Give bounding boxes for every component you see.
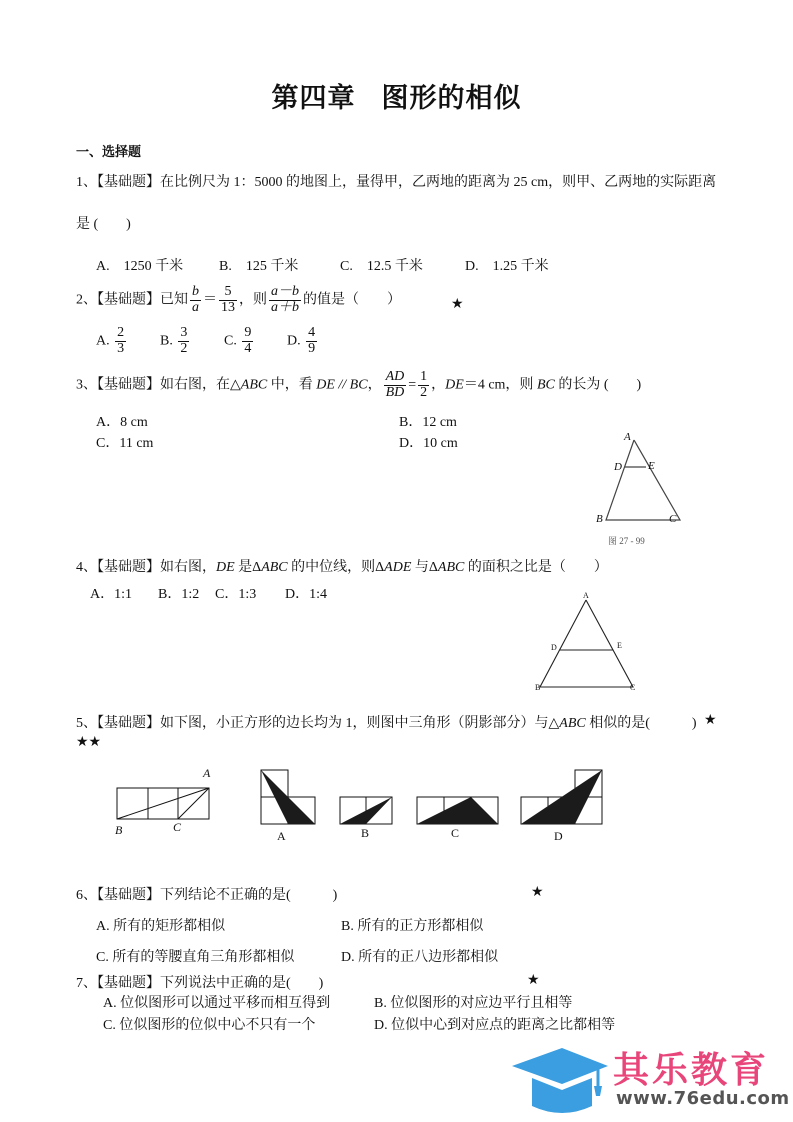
q5-option-b-figure (340, 797, 392, 824)
fraction-ad-over-bd (384, 370, 407, 400)
q5-option-a-figure (261, 770, 315, 824)
q1-option-d[interactable]: D. 1.25 千米 (465, 259, 549, 274)
q4-option-d[interactable]: D．1:4 (285, 587, 327, 602)
equals-sign: ＝ (203, 292, 217, 308)
q2-option-a[interactable] (96, 326, 128, 356)
question-text: 如下图，小正方形的边长均为 1，则图中三角形（阴影部分）与△ (160, 716, 560, 731)
question-1 (76, 171, 716, 191)
difficulty-star: ★ (451, 296, 464, 312)
difficulty-star: ★ (527, 972, 540, 988)
q4-label-c: C (630, 683, 636, 692)
q3-triangle-figure (590, 430, 690, 550)
option-fraction (306, 326, 317, 356)
numerator: 3 (180, 325, 188, 340)
q3-figure-caption: 图 27 - 99 (608, 536, 645, 546)
q5-label-a: A (203, 766, 211, 780)
q3-label-c: C (669, 513, 677, 525)
denominator: 3 (117, 340, 125, 356)
q3-option-c[interactable]: C．11 cm (96, 436, 154, 451)
numerator: 1 (420, 369, 428, 384)
chapter-number: 第四章 (271, 83, 356, 114)
q3-label-d: D (614, 461, 622, 473)
option-fraction (115, 326, 126, 356)
chapter-name: 图形的相似 (381, 83, 522, 114)
q3-option-b[interactable]: B．12 cm (399, 415, 457, 430)
question-text: 的值是（ ） (303, 292, 401, 308)
math-var: BC (536, 377, 555, 393)
watermark-logo (510, 1038, 790, 1118)
q5-main-figure (110, 780, 220, 830)
question-text: 是Δ (234, 560, 262, 575)
math-var: DE (445, 377, 464, 393)
question-tag: 【基础题】 (97, 175, 160, 190)
denominator: 4 (244, 340, 252, 356)
math-var: ABC (261, 560, 288, 575)
q6-option-c[interactable]: C. 所有的等腰直角三角形都相似 (96, 950, 295, 965)
q7-option-d[interactable]: D. 位似中心到对应点的距离之比都相等 (374, 1018, 616, 1033)
difficulty-star-cont: ★★ (76, 734, 102, 750)
q5-option-b[interactable]: B (361, 826, 370, 840)
question-number: 3、 (76, 377, 97, 393)
numerator: 5 (219, 285, 237, 301)
q2-option-c[interactable] (224, 326, 255, 356)
q7-option-a[interactable]: A. 位似图形可以通过平移而相互得到 (103, 996, 331, 1011)
q4-label-e: E (617, 641, 622, 650)
question-text: 的中位线，则Δ (287, 560, 385, 575)
denominator: BD (385, 384, 405, 400)
section-heading: 一、选择题 (76, 145, 142, 160)
question-tag: 【基础题】 (97, 716, 160, 731)
fraction-b-over-a (190, 285, 201, 315)
question-text: 中，看 (267, 377, 317, 393)
question-text: ，则 (239, 292, 267, 308)
numerator: 4 (308, 325, 316, 340)
question-text: 已知 (160, 292, 188, 308)
denominator: a (192, 299, 199, 315)
q6-option-d[interactable]: D. 所有的正八边形都相似 (341, 950, 499, 965)
page-title (0, 76, 793, 115)
math-var: DE (216, 560, 235, 575)
math-var: ABC (240, 377, 268, 393)
question-number: 7、 (76, 976, 97, 991)
q4-option-c[interactable]: C．1:3 (215, 587, 257, 602)
question-text: 与Δ (411, 560, 438, 575)
question-text: ， (431, 377, 446, 393)
q7-option-c[interactable]: C. 位似图形的位似中心不只有一个 (103, 1018, 316, 1033)
question-tag: 【基础题】 (97, 888, 160, 903)
question-text: 的面积之比是（ ） (464, 560, 608, 575)
numerator: AD (385, 369, 405, 384)
option-label: A. (96, 333, 110, 349)
option-fraction (178, 326, 189, 356)
question-4 (76, 556, 608, 576)
question-tag: 【基础题】 (97, 560, 160, 575)
q1-option-b[interactable]: B. 125 千米 (219, 259, 299, 274)
q4-label-a: A (583, 591, 589, 600)
q4-label-d: D (551, 643, 557, 652)
denominator: 2 (420, 384, 428, 400)
fraction-5-over-13 (219, 285, 237, 315)
difficulty-star: ★ (704, 712, 717, 728)
question-text: 如右图，在△ (160, 377, 241, 393)
q5-option-c-figure (417, 797, 498, 824)
question-3 (76, 370, 641, 400)
question-text: 下列结论不正确的是( ) (160, 888, 338, 903)
option-label: D. (287, 333, 301, 349)
equals-sign: = (408, 377, 417, 393)
question-text: ＝4 cm，则 (463, 377, 537, 393)
q5-option-c[interactable]: C (451, 826, 460, 840)
question-5 (76, 712, 697, 732)
q5-option-d-figure (521, 770, 602, 824)
q3-option-d[interactable]: D．10 cm (399, 436, 458, 451)
q5-option-d[interactable]: D (554, 829, 563, 843)
option-label: B. (160, 333, 173, 349)
difficulty-star: ★ (531, 884, 544, 900)
brand-name: 其乐教育 (613, 1050, 770, 1091)
question-number: 4、 (76, 560, 97, 575)
q3-label-b: B (596, 513, 603, 525)
question-2 (76, 285, 401, 315)
q2-option-b[interactable] (160, 326, 191, 356)
q4-label-b: B (535, 683, 541, 692)
q1-option-a[interactable]: A. 1250 千米 (96, 259, 184, 274)
fraction-expression (269, 285, 301, 315)
math-var: DE // BC (316, 377, 368, 393)
q6-option-a[interactable]: A. 所有的矩形都相似 (96, 919, 226, 934)
question-tag: 【基础题】 (97, 292, 160, 308)
math-var: ABC (559, 716, 586, 731)
q3-label-e: E (648, 460, 655, 472)
q6-option-b[interactable]: B. 所有的正方形都相似 (341, 919, 484, 934)
question-number: 2、 (76, 292, 97, 308)
question-text: 如右图， (160, 560, 216, 575)
question-1-cont: 是 ( ) (76, 217, 131, 232)
question-number: 6、 (76, 888, 97, 903)
numerator: b (192, 284, 199, 299)
question-text: 在比例尺为 1：5000 的地图上，量得甲，乙两地的距离为 25 cm，则甲、乙两地的实际距离 (160, 175, 717, 190)
brand-url: www.76edu.com (616, 1088, 790, 1109)
numerator: a－b (271, 284, 299, 299)
math-var: ADE (384, 560, 412, 575)
q4-triangle-figure (520, 590, 650, 695)
option-label: C. (224, 333, 237, 349)
question-tag: 【基础题】 (97, 377, 160, 393)
q5-label-b: B (115, 823, 123, 837)
q5-option-figures (255, 765, 615, 825)
question-text: 的长为 ( ) (554, 377, 642, 393)
numerator: 2 (117, 325, 125, 340)
fraction-1-over-2 (418, 370, 429, 400)
question-6 (76, 884, 337, 904)
q5-option-a[interactable]: A (277, 829, 286, 843)
question-text: 相似的是( ) (585, 716, 697, 731)
q3-option-a[interactable]: A．8 cm (96, 415, 148, 430)
q1-option-c[interactable]: C. 12.5 千米 (340, 259, 423, 274)
q2-option-d[interactable] (287, 326, 319, 356)
q4-option-a[interactable]: A．1:1 (90, 587, 132, 602)
question-7 (76, 972, 323, 992)
q5-label-c: C (173, 820, 182, 834)
denominator: 13 (221, 299, 235, 315)
question-number: 1、 (76, 175, 97, 190)
option-fraction (242, 326, 253, 356)
question-tag: 【基础题】 (97, 976, 160, 991)
math-var: ABC (437, 560, 465, 575)
question-text: ， (367, 377, 382, 393)
denominator: 2 (180, 340, 188, 356)
question-text: 下列说法中正确的是( ) (160, 976, 324, 991)
q4-option-b[interactable]: B．1:2 (158, 587, 200, 602)
denominator: 9 (308, 340, 316, 356)
question-number: 5、 (76, 716, 97, 731)
denominator: a＋b (271, 299, 299, 315)
q7-option-b[interactable]: B. 位似图形的对应边平行且相等 (374, 996, 573, 1011)
q3-label-a: A (624, 431, 631, 443)
graduation-cap-icon (510, 1044, 610, 1118)
numerator: 9 (244, 325, 252, 340)
